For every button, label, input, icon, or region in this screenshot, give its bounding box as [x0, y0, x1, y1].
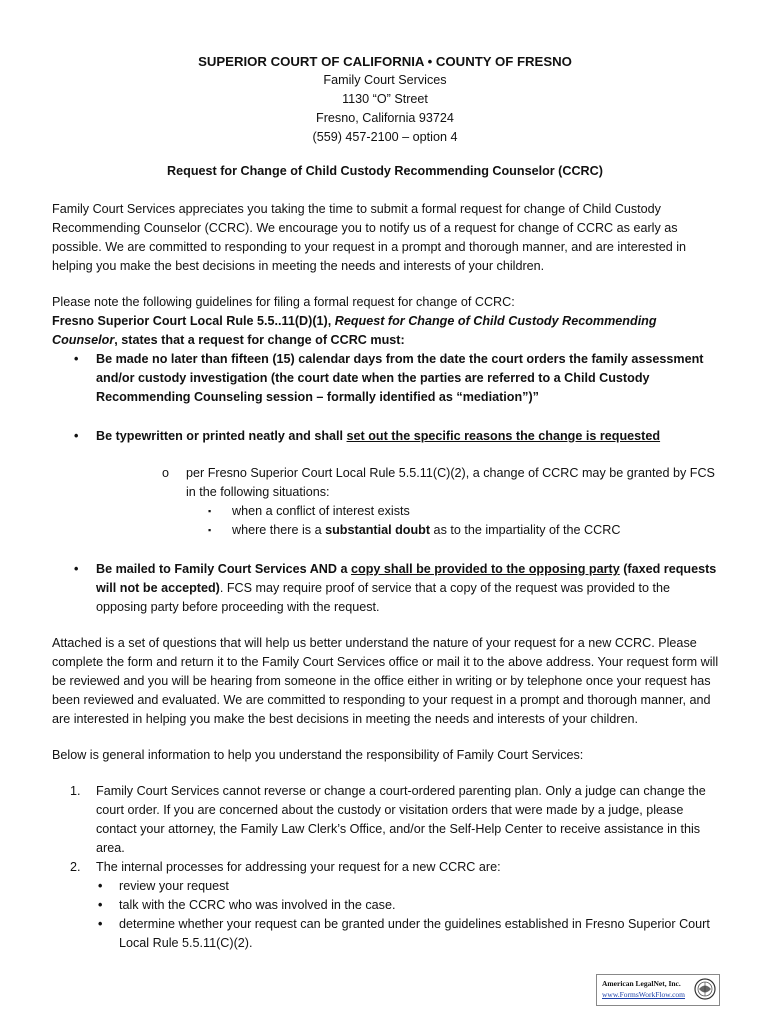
document-body — [52, 200, 724, 953]
requirement-typewritten: • Be typewritten or printed neatly and shall set out the specific reasons the change is requested o per Fresno Superior Court Local Rule 5.5.11(C)(2), a change of CCRC may be granted by FCS in the following situations: ▪ when a conflict of interest exists ▪ where there is a substantial doubt as to the impartiality of the CCRC — [52, 427, 724, 540]
process-item: • review your request — [52, 877, 724, 896]
intro-paragraph: Family Court Services appreciates you taking the time to submit a formal request for change of Child Custody Recommending Counselor (CCRC). We encourage you to notify us of a request for change of CCRC as early as possible. We are committed to responding to your request in a prompt and thorough manner, and are interested in helping you make the best decisions in meeting the needs and interests of your children. — [52, 202, 687, 273]
sub-rule-text: per Fresno Superior Court Local Rule 5.5.11(C)(2), a change of CCRC may be granted by FCS in the following situations: — [186, 466, 715, 499]
requirement-deadline: • Be made no later than fifteen (15) calendar days from the date the court orders the family assessment and/or custody investigation (the court date when the parties are referred to a Child Custody Recommending Counseling session – formally identified as “mediation”)” — [52, 350, 724, 407]
rule-suffix: , states that a request for change of CCRC must: — [114, 333, 405, 347]
phone-number: (559) 457-2100 – option 4 — [312, 130, 458, 144]
requirements-list — [52, 350, 724, 617]
bullet-icon: • — [98, 917, 103, 931]
request-title: Request for Change of Child Custody Recommending Counselor (CCRC) — [167, 164, 603, 178]
attached-paragraph: Attached is a set of questions that will help us better understand the nature of your request for a new CCRC. Please complete the form and return it to the Family Court Services office or mail it to the above address. Your request form will be reviewed and you will be hearing from someone in the office either in writing or by telephone once your request has been reviewed and evaluated. We are committed to responding to your request in a prompt and thorough manner, and are interested in helping you make the best decisions in meeting the needs and interests of your children. — [52, 636, 719, 726]
numbered-list — [52, 782, 724, 953]
publisher-name: American LegalNet, Inc. — [602, 979, 681, 988]
guidelines-lead: Please note the following guidelines for filing a formal request for change of CCRC: — [52, 295, 515, 309]
sub-rule-marker: o — [162, 466, 170, 480]
process-item: • determine whether your request can be granted under the guidelines established in Fresno Superior Court Local Rule 5.5.11(C)(2). — [98, 917, 710, 950]
bullet-icon: • — [98, 879, 103, 893]
publisher-link[interactable]: www.FormsWorkFlow.com — [602, 990, 686, 999]
rule-statement — [52, 312, 724, 350]
numbered-item: 2. The internal processes for addressing your request for a new CCRC are: — [70, 860, 501, 874]
guidelines-section — [52, 293, 724, 617]
office-name: Family Court Services — [323, 73, 447, 87]
street-address: 1130 “O” Street — [342, 92, 428, 106]
general-info-lead: Below is general information to help you understand the responsibility of Family Court Services: — [52, 748, 584, 762]
letterhead — [0, 52, 770, 147]
rule-title: Request for Change of Child Custody Recommending Counselor — [52, 314, 657, 347]
globe-seal-icon — [694, 978, 716, 1000]
situation-doubt: ▪ where there is a substantial doubt as to the impartiality of the CCRC — [96, 521, 724, 540]
square-bullet-icon: ▪ — [208, 506, 212, 516]
requirement-mailed: • Be mailed to Family Court Services AND a copy shall be provided to the opposing party (faxed requests will not be accepted). FCS may require proof of service that a copy of the request was provided to the opposing party before proceeding with the request. — [52, 560, 724, 617]
city-address: Fresno, California 93724 — [316, 111, 454, 125]
publisher-logo — [596, 974, 720, 1006]
court-name: SUPERIOR COURT OF CALIFORNIA • COUNTY OF FRESNO — [198, 54, 572, 69]
process-item: • talk with the CCRC who was involved in the case. — [52, 896, 724, 915]
numbered-item: 1. Family Court Services cannot reverse or change a court-ordered parenting plan. Only a judge can change the court order. If you are concerned about the custody or visitation orders that were made by a judge, please contact your attorney, the Family Law Clerk’s Office, and/or the Self-Help Center to receive assistance in this area. — [70, 784, 706, 855]
rule-prefix: Fresno Superior Court Local Rule 5.5..11(D)(1), — [52, 314, 335, 328]
sub-rule — [96, 464, 724, 502]
square-bullet-icon: ▪ — [208, 525, 212, 535]
bullet-icon: • — [98, 898, 103, 912]
situation-conflict: ▪ when a conflict of interest exists — [96, 502, 724, 521]
